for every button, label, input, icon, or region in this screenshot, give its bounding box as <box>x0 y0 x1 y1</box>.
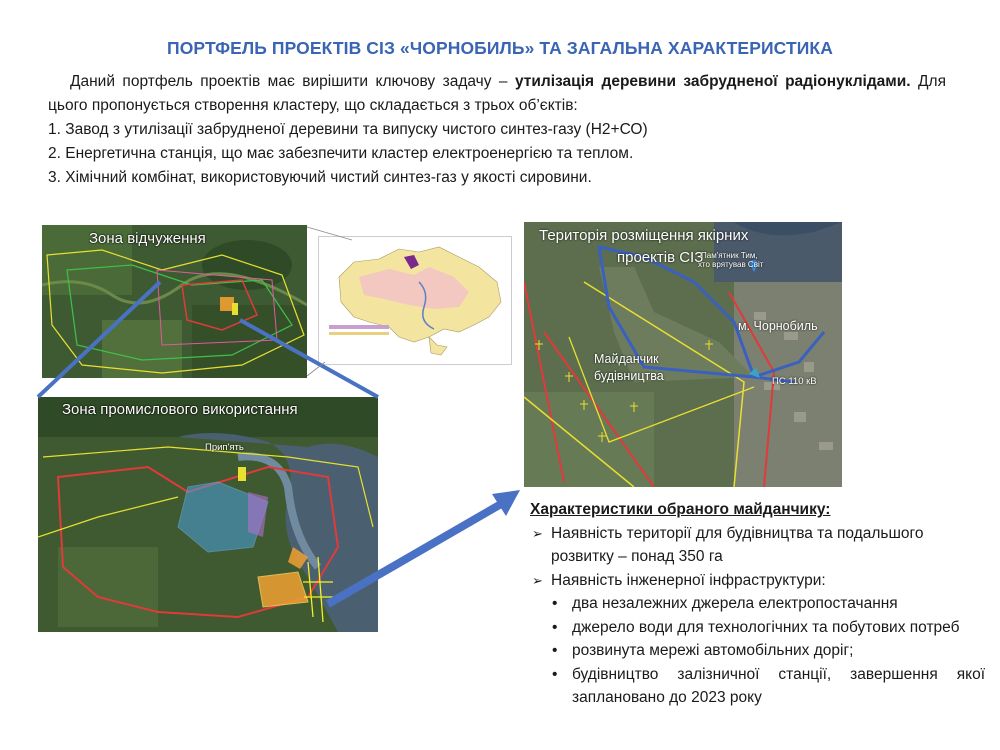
arrow-bullet-icon: ➢ <box>532 525 543 541</box>
infra-text-3: розвинута мережі автомобільних доріг; <box>572 642 854 659</box>
chornobyl-city-label: м. Чорнобиль <box>738 319 818 333</box>
bullet-dot-icon: • <box>552 642 558 659</box>
infra-item-1 <box>530 592 985 616</box>
site-label-line2: будівництва <box>594 369 664 383</box>
infra-text-4: будівництво залізничної станції, завершення якої заплановано до 2023 року <box>572 665 985 706</box>
bullet-dot-icon: • <box>552 618 558 636</box>
characteristic-text-1: Наявність території для будівництва та подальшого розвитку – понад 350 га <box>551 524 924 565</box>
intro-item-1: 1. Завод з утилізації забрудненої деревини та випуску чистого синтез-газу (Н2+СО) <box>48 121 648 138</box>
bullet-dot-icon: • <box>552 665 558 683</box>
site-label-line1: Майданчик <box>594 352 659 366</box>
intro-item-3: 3. Хімічний комбінат, використовуючий чистий синтез-газ у якості сировини. <box>48 169 592 186</box>
ukraine-map <box>318 236 512 365</box>
arrow-bullet-icon: ➢ <box>532 572 543 588</box>
bullet-dot-icon: • <box>552 595 558 612</box>
characteristic-text-2: Наявність інженерної інфраструктури: <box>551 571 826 589</box>
infra-item-3 <box>530 639 985 663</box>
exclusion-zone-label: Зона відчуження <box>89 230 206 247</box>
characteristics-heading: Характеристики обраного майданчику: <box>530 501 831 518</box>
territory-map <box>524 222 842 487</box>
characteristic-item-1 <box>530 522 985 569</box>
page-title: ПОРТФЕЛЬ ПРОЕКТІВ СІЗ «ЧОРНОБИЛЬ» ТА ЗАГАЛЬНА ХАРАКТЕРИСТИКА <box>167 38 833 58</box>
intro-lead-rest: Для цього пропонується створення кластеру, що складається з трьох об’єктів: <box>48 73 946 114</box>
territory-label-line2: проектів СІЗ <box>617 249 704 266</box>
exclusion-zone-map <box>42 225 307 378</box>
pripyat-label: Прип'ять <box>205 442 244 453</box>
intro-block <box>48 70 946 190</box>
intro-lead-text: Даний портфель проектів має вирішити ключову задачу – <box>70 73 515 90</box>
intro-lead-bold: утилізація деревини забрудненої радіонуклідами. <box>514 73 911 90</box>
site-characteristics <box>530 498 985 710</box>
infra-text-2: джерело води для технологічних та побутових потреб <box>572 618 960 636</box>
infra-item-2 <box>530 616 985 640</box>
infra-item-4 <box>530 663 985 710</box>
territory-label-line1: Територія розміщення якірних <box>539 227 749 244</box>
intro-item-2: 2. Енергетична станція, що має забезпечити кластер електроенергією та теплом. <box>48 145 634 162</box>
poi-line1: Пам'ятник Тим, <box>701 251 758 260</box>
poi-line2: хто врятував Світ <box>698 260 764 269</box>
intro-lead <box>48 70 946 118</box>
industrial-zone-map <box>38 397 378 632</box>
characteristic-item-2 <box>530 569 985 593</box>
substation-label: ПС 110 кВ <box>772 376 817 387</box>
industrial-zone-label: Зона промислового використання <box>62 401 298 418</box>
infra-text-1: два незалежних джерела електропостачання <box>572 595 898 612</box>
